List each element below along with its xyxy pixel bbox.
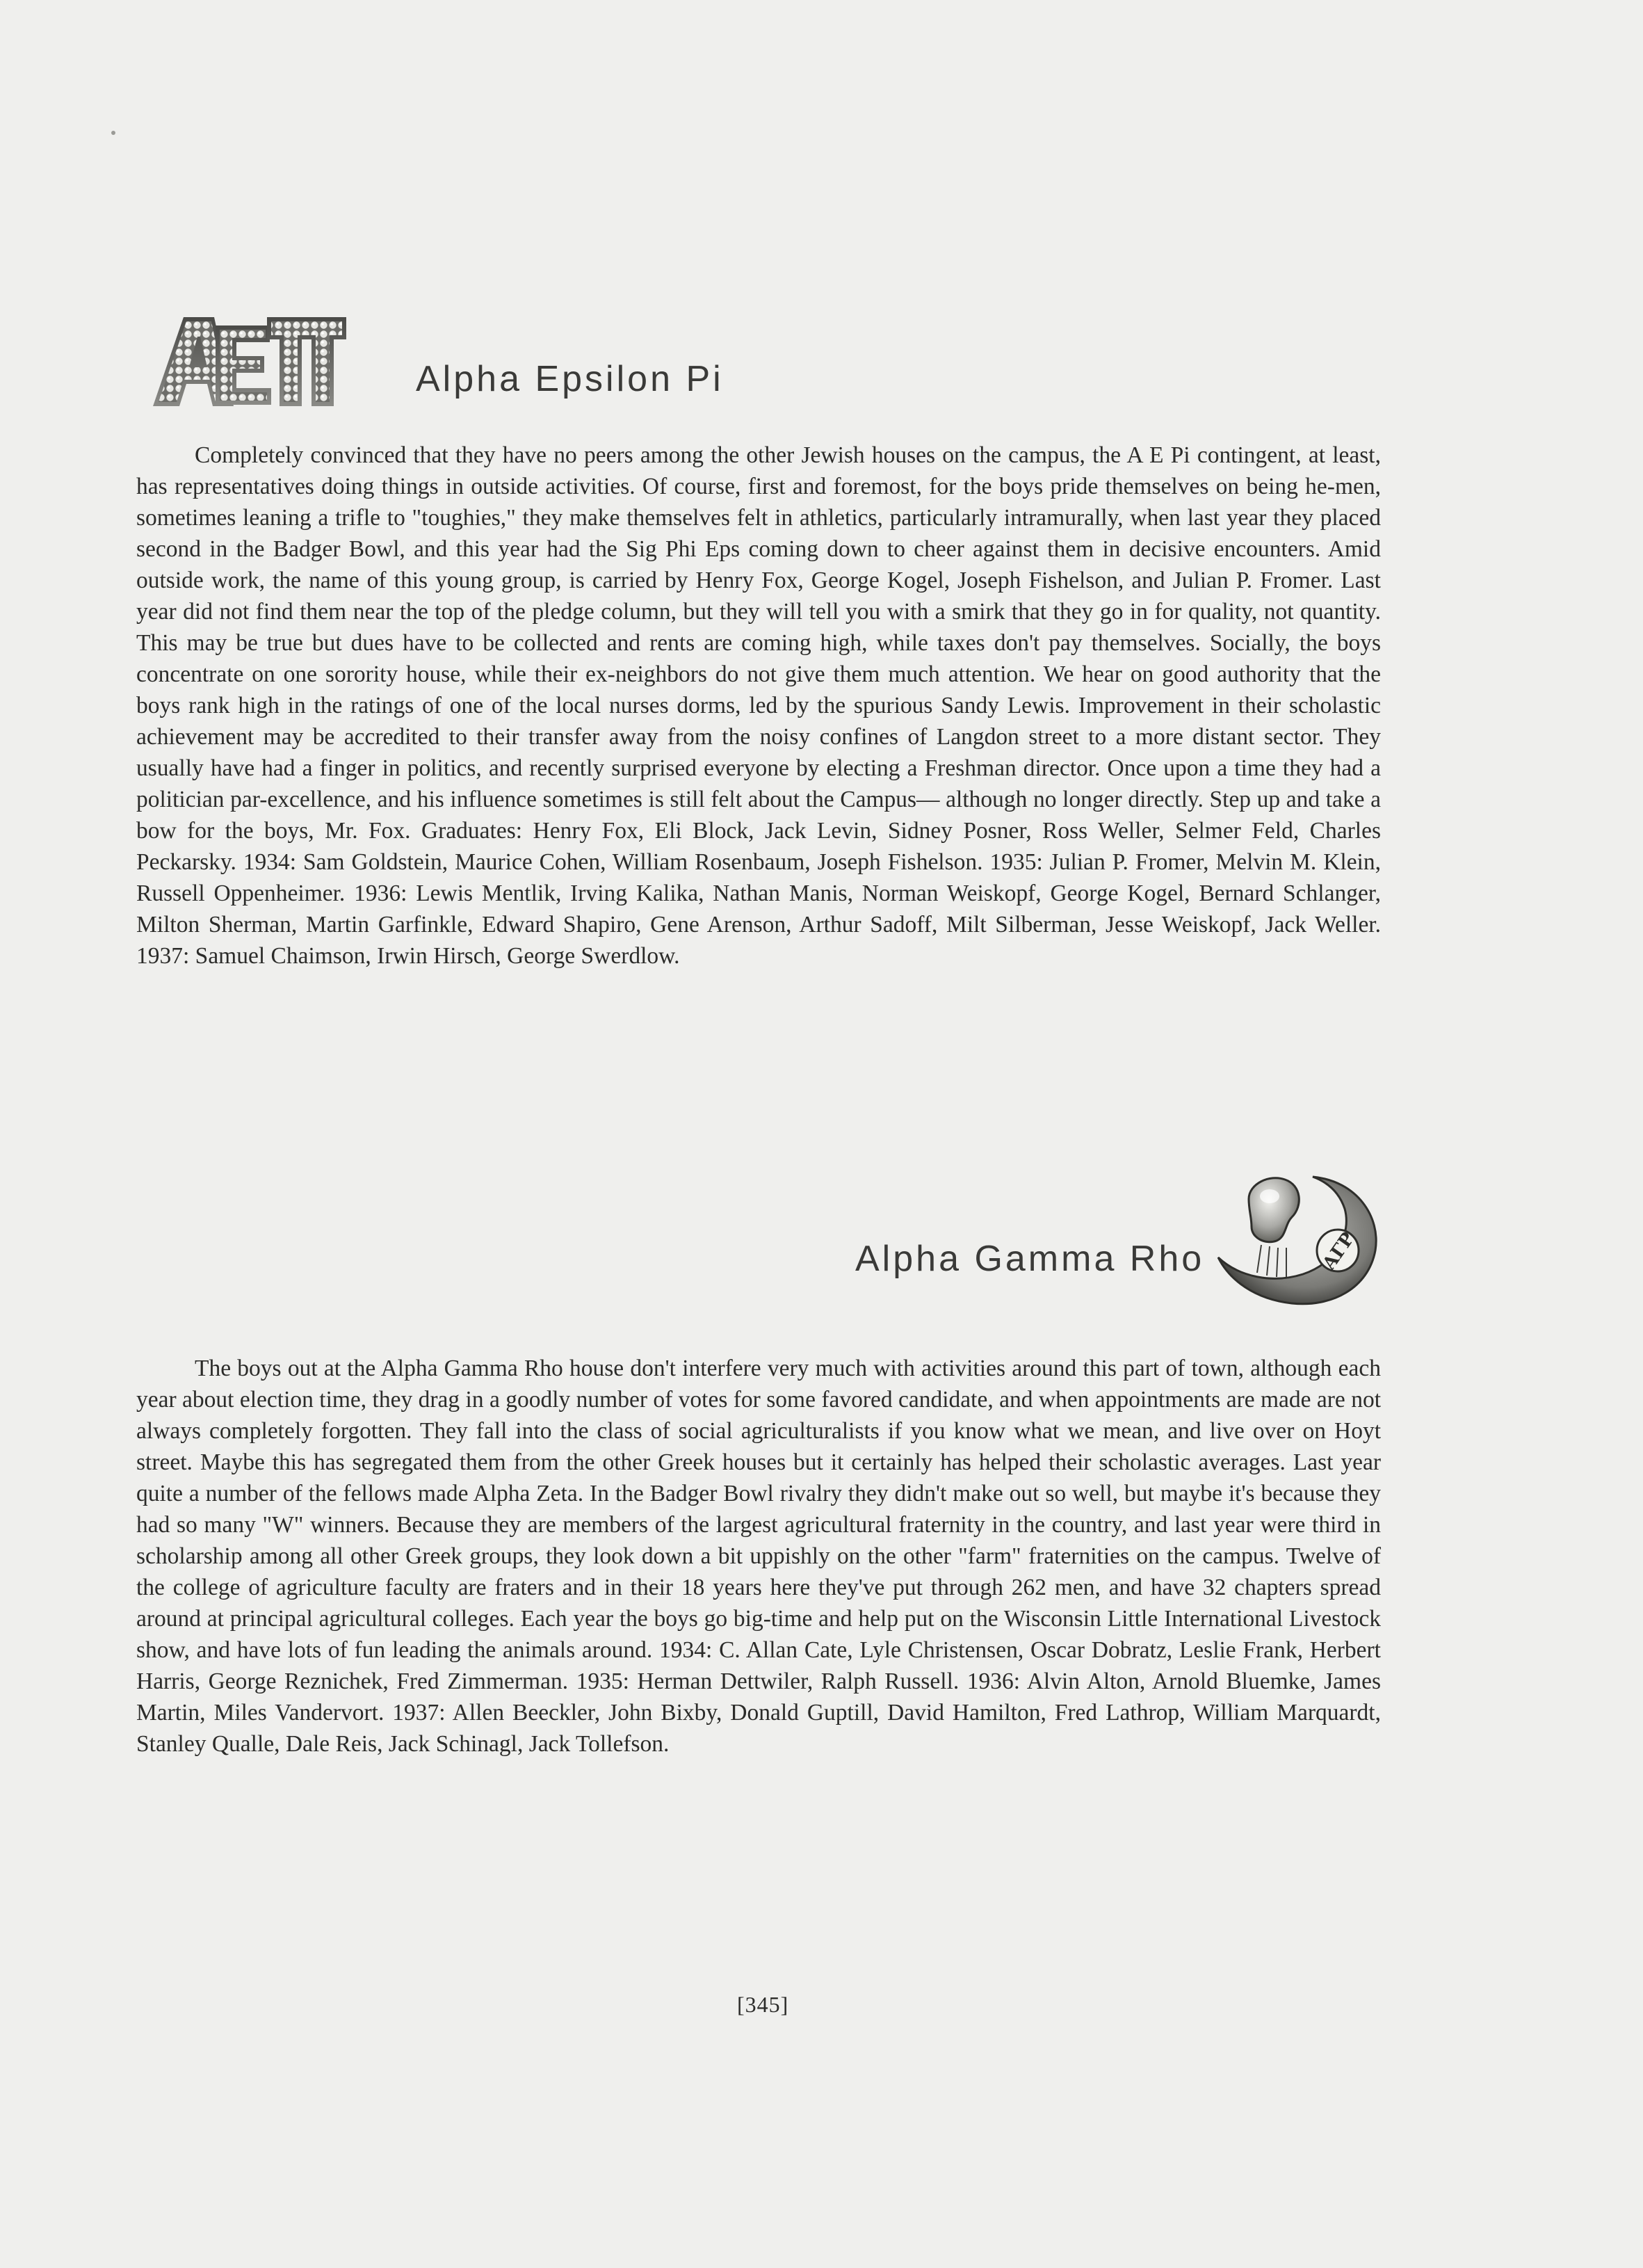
alpha-gamma-rho-pin-icon xyxy=(1208,1168,1382,1308)
svg-text:ΑΓΡ: ΑΓΡ xyxy=(1318,1228,1359,1274)
section-title-alpha-epsilon-pi: Alpha Epsilon Pi xyxy=(416,359,724,399)
section-body-alpha-gamma-rho: The boys out at the Alpha Gamma Rho house don't interfere very much with activities around this part of town, although each year about election time, they drag in a goodly number of votes for some favored candidate, and when appointments are made are not always completely forgotten. They fall into the class of social agriculturalists if you know what we mean, and live over on Hoyt street. Maybe this has segregated them from the other Greek houses but it certainly has helped their scholastic averages. Last year quite a number of the fellows made Alpha Zeta. In the Badger Bowl rivalry they didn't make out so well, but maybe it's because they had so many "W" winners. Because they are members of the largest agricultural fraternity in the country, and last year were third in scholarship among all other Greek groups, they look down a bit uppishly on the other "farm" fraternities on the campus. Twelve of the college of agriculture faculty are fraters and in their 18 years here they've put through 262 men, and have 32 chapters spread around at principal agricultural colleges. Each year the boys go big-time and help put on the Wisconsin Little International Livestock show, and have lots of fun leading the animals around. 1934: C. Allan Cate, Lyle Christensen, Oscar Dobratz, Leslie Frank, Herbert Harris, George Reznichek, Fred Zimmerman. 1935: Herman Dettwiler, Ralph Russell. 1936: Alvin Alton, Arnold Bluemke, James Martin, Miles Vandervort. 1937: Allen Beeckler, John Bixby, Donald Guptill, David Hamilton, Fred Lathrop, William Marquardt, Stanley Qualle, Dale Reis, Jack Schinagl, Jack Tollefson. xyxy=(136,1356,1381,1757)
section-body-alpha-epsilon-pi: Completely convinced that they have no peers among the other Jewish houses on the campus, the A E Pi contingent, at least, has representatives doing things in outside activities. Of course, first and foremost, for the boys pride themselves on being he-men, sometimes leaning a trifle to "toughies," they make themselves felt in athletics, particularly intramurally, when last year they placed second in the Badger Bowl, and this year had the Sig Phi Eps coming down to cheer against them in decisive encounters. Amid outside work, the name of this young group, is carried by Henry Fox, George Kogel, Joseph Fishelson, and Julian P. Fromer. Last year did not find them near the top of the pledge column, but they will tell you with a smirk that they go in for quality, not quantity. This may be true but dues have to be collected and rents are coming high, while taxes don't pay themselves. Socially, the boys concentrate on one sorority house, while their ex-neighbors do not give them much attention. We hear on good authority that the boys rank high in the ratings of one of the local nurses dorms, led by the spurious Sandy Lewis. Improvement in their scholastic achievement may be accredited to their transfer away from the noisy confines of Langdon street to a more distant sector. They usually have had a finger in politics, and recently surprised everyone by electing a Freshman director. Once upon a time they had a politician par-excellence, and his influence sometimes is still felt about the Campus— although no longer directly. Step up and take a bow for the boys, Mr. Fox. Graduates: Henry Fox, Eli Block, Jack Levin, Sidney Posner, Ross Weller, Selmer Feld, Charles Peckarsky. 1934: Sam Goldstein, Maurice Cohen, William Rosenbaum, Joseph Fishelson. 1935: Julian P. Fromer, Melvin M. Klein, Russell Oppenheimer. 1936: Lewis Mentlik, Irving Kalika, Nathan Manis, Norman Weiskopf, George Kogel, Bernard Schlanger, Milton Sherman, Martin Garfinkle, Edward Shapiro, Gene Arenson, Arthur Sadoff, Milt Silberman, Jesse Weiskopf, Jack Weller. 1937: Samuel Chaimson, Irwin Hirsch, George Swerdlow. xyxy=(136,442,1381,969)
page-speck xyxy=(111,131,115,135)
section-title-alpha-gamma-rho: Alpha Gamma Rho xyxy=(855,1239,1205,1279)
page-number: [345] xyxy=(737,1992,789,2017)
alpha-epsilon-pi-pin-icon xyxy=(147,312,349,410)
